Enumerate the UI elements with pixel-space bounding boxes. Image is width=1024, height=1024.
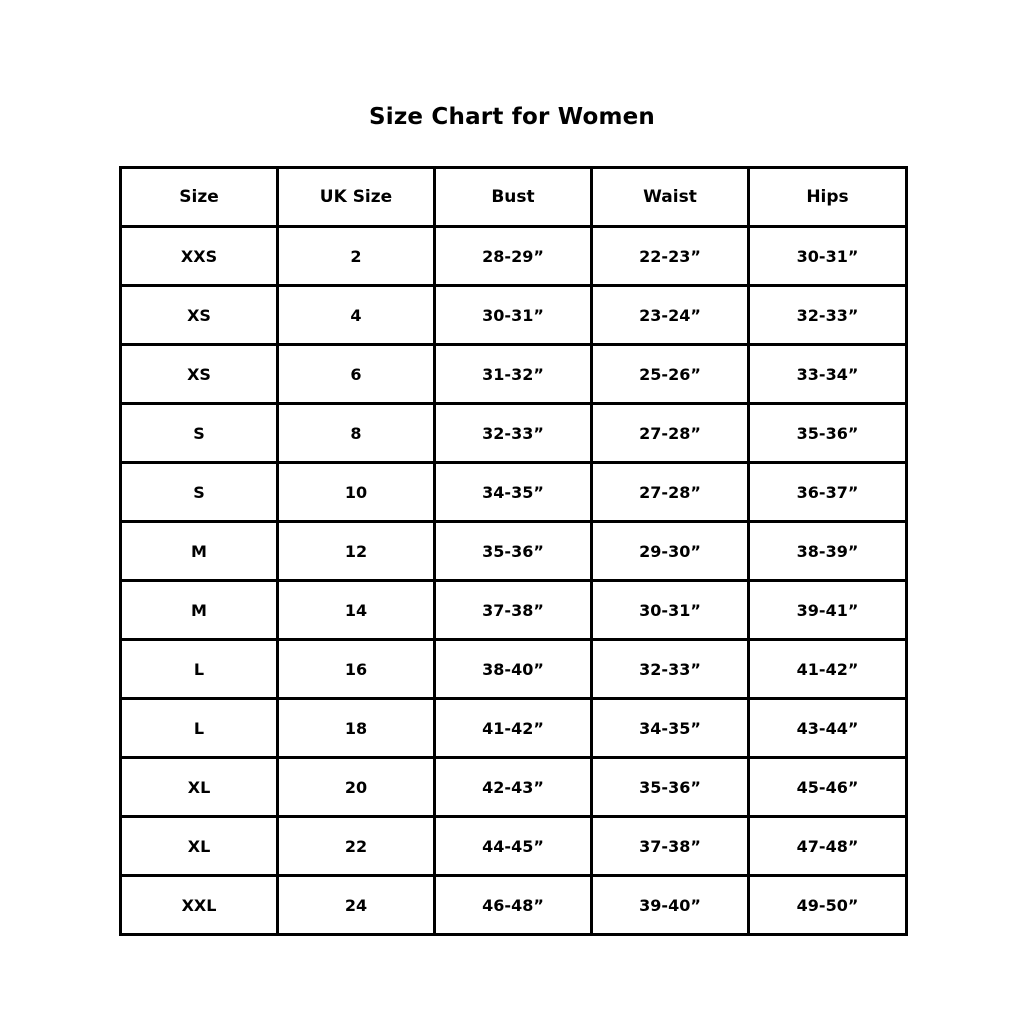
cell-waist: 32-33” xyxy=(592,640,749,699)
cell-bust: 31-32” xyxy=(435,345,592,404)
cell-hips: 39-41” xyxy=(749,581,907,640)
cell-waist: 34-35” xyxy=(592,699,749,758)
cell-bust: 46-48” xyxy=(435,876,592,935)
cell-uk-size: 14 xyxy=(278,581,435,640)
cell-hips: 41-42” xyxy=(749,640,907,699)
cell-bust: 35-36” xyxy=(435,522,592,581)
cell-hips: 32-33” xyxy=(749,286,907,345)
cell-size: XS xyxy=(121,286,278,345)
cell-hips: 47-48” xyxy=(749,817,907,876)
cell-waist: 23-24” xyxy=(592,286,749,345)
cell-waist: 27-28” xyxy=(592,404,749,463)
cell-bust: 44-45” xyxy=(435,817,592,876)
cell-size: M xyxy=(121,581,278,640)
table-row xyxy=(121,404,907,463)
table-row xyxy=(121,522,907,581)
cell-bust: 32-33” xyxy=(435,404,592,463)
cell-bust: 38-40” xyxy=(435,640,592,699)
cell-hips: 49-50” xyxy=(749,876,907,935)
cell-waist: 27-28” xyxy=(592,463,749,522)
cell-waist: 22-23” xyxy=(592,227,749,286)
table-row xyxy=(121,699,907,758)
table-row xyxy=(121,758,907,817)
cell-bust: 42-43” xyxy=(435,758,592,817)
cell-hips: 36-37” xyxy=(749,463,907,522)
cell-size: L xyxy=(121,699,278,758)
cell-hips: 43-44” xyxy=(749,699,907,758)
cell-uk-size: 12 xyxy=(278,522,435,581)
column-header-waist: Waist xyxy=(592,168,749,227)
cell-size: S xyxy=(121,404,278,463)
cell-bust: 34-35” xyxy=(435,463,592,522)
table-row xyxy=(121,876,907,935)
cell-bust: 41-42” xyxy=(435,699,592,758)
cell-bust: 30-31” xyxy=(435,286,592,345)
cell-hips: 30-31” xyxy=(749,227,907,286)
table-body xyxy=(121,227,907,935)
cell-bust: 37-38” xyxy=(435,581,592,640)
table-row xyxy=(121,640,907,699)
cell-waist: 37-38” xyxy=(592,817,749,876)
cell-waist: 35-36” xyxy=(592,758,749,817)
cell-uk-size: 8 xyxy=(278,404,435,463)
cell-uk-size: 2 xyxy=(278,227,435,286)
cell-size: L xyxy=(121,640,278,699)
cell-size: XS xyxy=(121,345,278,404)
cell-uk-size: 10 xyxy=(278,463,435,522)
table-row xyxy=(121,286,907,345)
table-row xyxy=(121,463,907,522)
table-header xyxy=(121,168,907,227)
cell-size: M xyxy=(121,522,278,581)
cell-waist: 25-26” xyxy=(592,345,749,404)
column-header-bust: Bust xyxy=(435,168,592,227)
table-row xyxy=(121,581,907,640)
page-title: Size Chart for Women xyxy=(368,104,655,130)
cell-waist: 29-30” xyxy=(592,522,749,581)
column-header-hips: Hips xyxy=(749,168,907,227)
cell-uk-size: 22 xyxy=(278,817,435,876)
cell-uk-size: 6 xyxy=(278,345,435,404)
table-row xyxy=(121,345,907,404)
column-header-size: Size xyxy=(121,168,278,227)
cell-size: S xyxy=(121,463,278,522)
table-row xyxy=(121,227,907,286)
cell-hips: 33-34” xyxy=(749,345,907,404)
size-chart-table xyxy=(119,166,908,936)
cell-bust: 28-29” xyxy=(435,227,592,286)
cell-hips: 35-36” xyxy=(749,404,907,463)
cell-hips: 45-46” xyxy=(749,758,907,817)
cell-size: XXL xyxy=(121,876,278,935)
cell-uk-size: 24 xyxy=(278,876,435,935)
cell-uk-size: 4 xyxy=(278,286,435,345)
cell-uk-size: 18 xyxy=(278,699,435,758)
cell-uk-size: 16 xyxy=(278,640,435,699)
table-row xyxy=(121,817,907,876)
cell-uk-size: 20 xyxy=(278,758,435,817)
column-header-uk-size: UK Size xyxy=(278,168,435,227)
cell-size: XXS xyxy=(121,227,278,286)
cell-waist: 30-31” xyxy=(592,581,749,640)
table-header-row xyxy=(121,168,907,227)
cell-hips: 38-39” xyxy=(749,522,907,581)
cell-size: XL xyxy=(121,817,278,876)
size-chart-table-container xyxy=(119,166,905,936)
cell-size: XL xyxy=(121,758,278,817)
cell-waist: 39-40” xyxy=(592,876,749,935)
